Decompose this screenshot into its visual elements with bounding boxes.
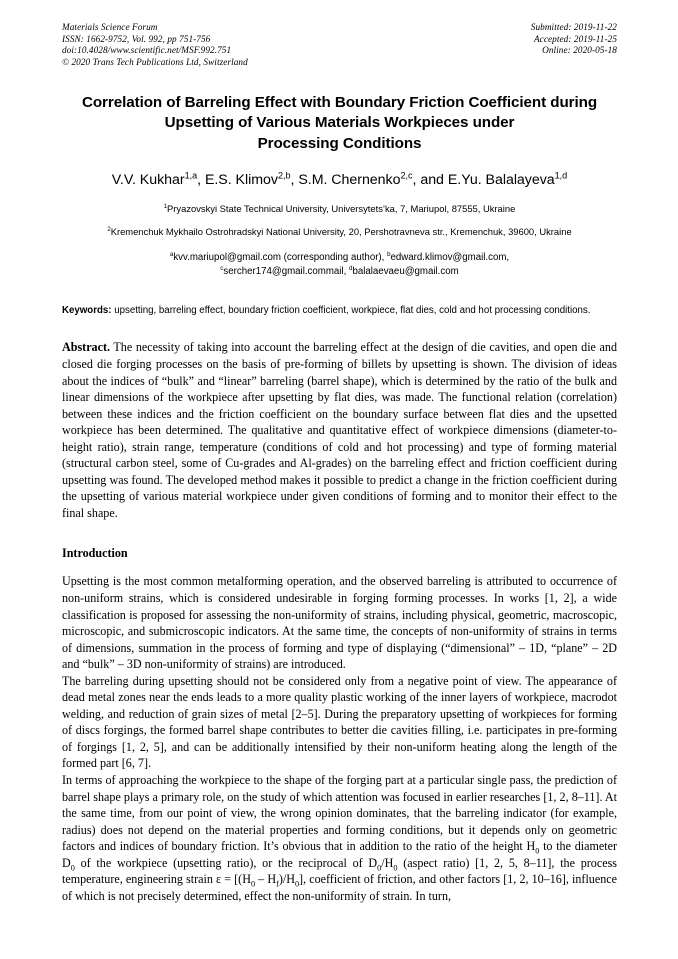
email-address-c[interactable]: sercher174@gmail.commail,: [223, 265, 347, 277]
author-list: V.V. Kukhar$^{1,a}$, E.S. Klimov$^{2,b}$, S.M. Chernenko$^{2,c}$, and E.Yu. Balalayeva$^{1,d}$: [111, 170, 568, 189]
title-line-2: Upsetting of Various Materials Workpieces under: [164, 114, 515, 132]
accepted-date: Accepted: 2019-11-25: [533, 33, 617, 44]
online-date: Online: 2020-05-18: [542, 45, 617, 56]
paragraph-3-part-5: (aspect ratio) [1, 2, 5, 8–11], the process temperature, engineering strain ε = [(H: [62, 855, 617, 887]
author-name-4: E.Yu. Balalayeva: [447, 172, 555, 189]
keywords-section: [62, 304, 617, 318]
affiliation-text-2: Kremenchuk Mykhailo Ostrohradskyi National University, 20, Pershotravneva str., Kremenchuk, 39600, Ukraine: [110, 225, 572, 237]
paragraph-3: [62, 772, 617, 904]
author-name-1: V.V. Kukhar: [111, 172, 185, 189]
title-line-1: Correlation of Barreling Effect with Boundary Friction Coefficient during: [81, 93, 598, 111]
paragraph-3-part-6: – H: [255, 872, 277, 887]
journal-doi-line: doi:10.4028/www.scientific.net/MSF.992.751: [62, 45, 232, 56]
paragraph-3-part-4: /H: [381, 855, 394, 870]
email-marker-c: c: [220, 264, 224, 272]
affiliation-list: [62, 202, 617, 238]
journal-copyright-line: © 2020 Trans Tech Publications Ltd, Switzerland: [62, 57, 248, 68]
author-name-2: E.S. Klimov: [204, 172, 278, 189]
email-line-2: [62, 265, 617, 278]
keywords-label: Keywords:: [62, 304, 112, 316]
author-markers-3: 2,c: [400, 170, 413, 181]
subscript-d0-a: 0: [70, 863, 75, 873]
introduction-body: [62, 573, 617, 904]
email-list: [62, 251, 617, 278]
email-line-1: [62, 251, 617, 264]
paragraph-3-part-8: ], coefficient of friction, and other factors [1, 2, 10–16], influence of which is not precisely determined, effect the non-uniformity of strain. In turn,: [62, 872, 618, 903]
abstract-text: The necessity of taking into account the barreling effect at the design of die cavities, and open die and closed die forging processes on the basis of pre-forming of billets by upsetting is shown. The division of ideas about the indices of “bulk” and “linear” barreling (barrel shape), which is determined by the ratio of the bulk and linear dimensions of the workpiece after upsetting by flat dies, was made. The functional relation (correlation) between these indices and the friction coefficient on the boundary surface between flat dies and the upsetted workpiece has been determined. The qualitative and quantitative effect of workpiece dimensions (diameter-to-height ratio), strain range, temperature (conditions of cold and hot processing) and type of forming material (structural carbon steel, some of Cu-grades and Al-grades) on the barreling effect and friction coefficient during upsetting was found. The developed method makes it possible to predict a change in the friction coefficient during the upsetting of various material workpiece under given conditions of forming and to monitor their effect to the final shape.: [62, 340, 617, 520]
email-marker-a: a: [169, 250, 174, 258]
page-title: [62, 93, 617, 155]
affiliation-marker-2: 2: [107, 226, 111, 233]
subscript-h0-d: 0: [294, 879, 300, 889]
author-markers-4: 1,d: [554, 170, 568, 181]
journal-issn-line: ISSN: 1662-9752, Vol. 992, pp 751-756: [62, 33, 211, 44]
subscript-hf: f: [276, 879, 279, 889]
journal-header-left: [62, 22, 248, 69]
email-address-a[interactable]: kvv.mariupol@gmail.com (corresponding author),: [173, 252, 385, 264]
journal-header: [62, 22, 617, 69]
abstract-label: Abstract.: [62, 340, 111, 355]
journal-header-right: [531, 22, 617, 57]
title-line-3: Processing Conditions: [257, 134, 422, 152]
subscript-h0-c: 0: [250, 879, 256, 889]
affiliation-2: [62, 225, 617, 238]
author-markers-1: 1,a: [184, 170, 198, 181]
paragraph-2: The barreling during upsetting should not be considered only from a negative point of view. The appearance of dead metal zones near the ends leads to a more quality plastic working of the inner layers of workpiece, macrodot welding, and reduction of grain sizes of metal [2–5]. During the preparatory upsetting of workpieces for forming of discs forgings, the formed barrel shape contributes to better die cavities filling, i.e. participates in pre-forming of forgings [1, 2, 5], and can be additionally intensified by their non-uniform heating along the length of the formed part [6, 7].: [62, 673, 617, 771]
email-marker-b: b: [387, 250, 391, 258]
email-address-b[interactable]: edward.klimov@gmail.com,: [390, 252, 510, 264]
affiliation-text-1: Pryazovskyi State Technical University, Universytets’ka, 7, Mariupol, 87555, Ukraine: [167, 203, 516, 215]
email-marker-d: d: [349, 264, 353, 272]
paragraph-3-part-1: In terms of approaching the workpiece to the shape of the forging part at a particular single pass, the prediction of barrel shape plays a primary role, on the study of which attention was focused in earlier researches [1, 2, 8–11]. At the same time, from our point of view, the wrong opinion dominates, that the barreling indicator (for example, radius) does not depend on the material properties and forming conditions, but it depends only on geometric factors and indices of boundary friction. It’s obvious that in addition to the ratio of the height H: [62, 773, 617, 854]
subscript-h0-a: 0: [535, 846, 540, 856]
subscript-h0-b: 0: [393, 863, 398, 873]
paragraph-1: Upsetting is the most common metalforming operation, and the observed barreling is attributed to occurrence of non-uniform strains, which is considered undesirable in forging forming processes. In works [1, 2], a wide classification is proposed for assessing the non-uniformity of strains, including physical, geometric, macroscopic, microscopic, and submicroscopic indicators. At the same time, the concepts of non-uniformity of strains in terms of dimensions, summation in the process of forming and type of displaying (“dimensional” – 1D, “plane” – 2D and “bulk” – 3D non-uniformity of strains) are introduced.: [62, 574, 617, 672]
affiliation-marker-1: 1: [163, 204, 168, 211]
paragraph-3-part-2: to the diameter D: [62, 839, 617, 870]
subscript-d0-b: 0: [377, 863, 382, 873]
affiliation-1: [62, 202, 617, 215]
author-markers-2: 2,b: [277, 170, 291, 181]
author-conjunction: and: [420, 172, 444, 189]
paragraph-3-part-7: )/H: [278, 872, 295, 887]
abstract-section: [62, 339, 617, 521]
author-name-3: S.M. Chernenko: [298, 172, 401, 189]
email-address-d[interactable]: balalaevaeu@gmail.com: [352, 265, 459, 277]
paragraph-3-part-3: of the workpiece (upsetting ratio), or the reciprocal of D: [74, 855, 378, 870]
keywords-text: upsetting, barreling effect, boundary friction coefficient, workpiece, flat dies, cold and hot processing conditions.: [111, 304, 591, 316]
submitted-date: Submitted: 2019-11-22: [530, 22, 617, 32]
journal-name: Materials Science Forum: [62, 22, 158, 32]
section-heading-introduction: Introduction: [62, 546, 128, 561]
